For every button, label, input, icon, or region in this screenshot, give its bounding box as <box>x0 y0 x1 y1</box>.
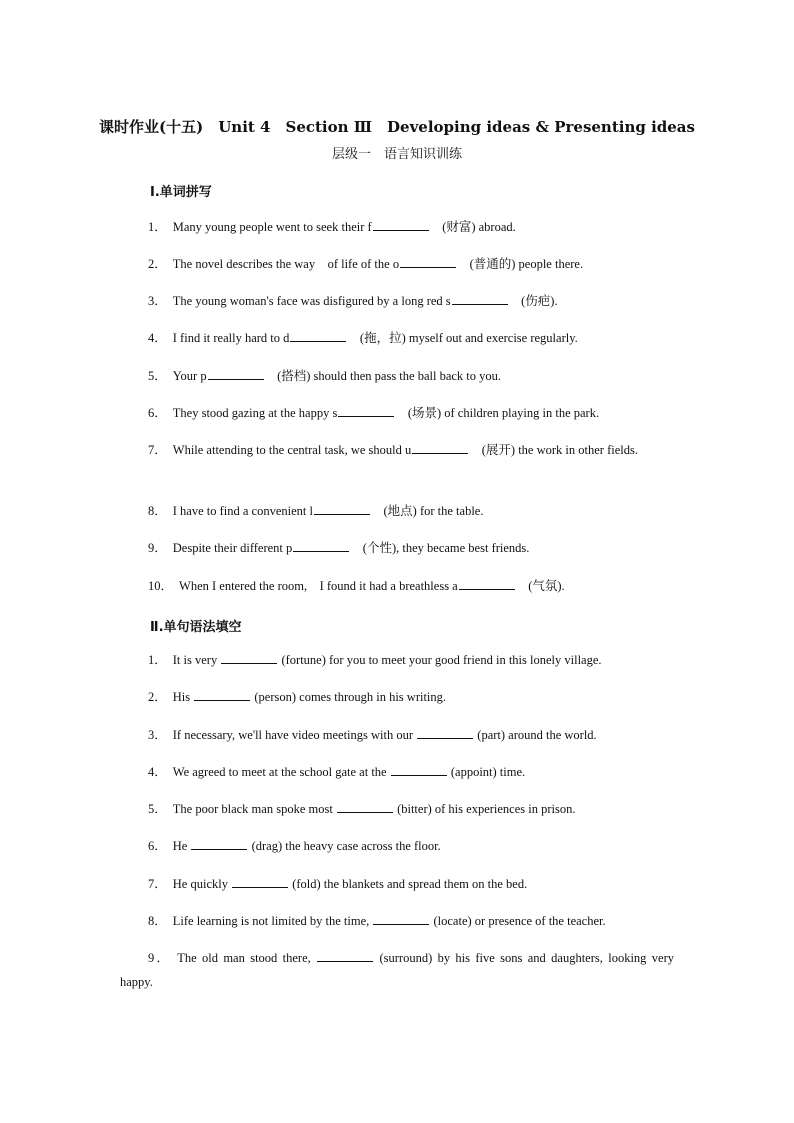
item-number: 5． <box>148 369 167 383</box>
answer-blank[interactable] <box>412 441 468 454</box>
item-number: 2． <box>148 257 167 271</box>
item-text-after: (person) comes through in his writing. <box>251 690 447 704</box>
answer-blank[interactable] <box>417 726 473 739</box>
item-number: 6． <box>148 839 167 853</box>
answer-blank[interactable] <box>373 912 429 925</box>
item-number: 4． <box>148 765 167 779</box>
answer-blank[interactable] <box>452 292 508 305</box>
exercise-item <box>120 252 674 276</box>
item-number: 4． <box>148 331 167 345</box>
item-text-before: Life learning is not limited by the time, <box>172 914 373 928</box>
item-text-after: (展开) the work in other fields. <box>469 443 638 457</box>
answer-blank[interactable] <box>290 329 346 342</box>
item-text-before: The young woman's face was disfigured by a long red s <box>172 294 451 308</box>
page-subtitle: 层级一 语言知识训练 <box>331 147 462 162</box>
answer-blank[interactable] <box>373 218 429 231</box>
exercise-item <box>120 401 674 425</box>
item-text-before: We agreed to meet at the school gate at the <box>172 765 390 779</box>
exercise-item <box>120 946 674 994</box>
answer-blank[interactable] <box>314 502 370 515</box>
answer-blank[interactable] <box>317 949 373 962</box>
exercise-item <box>120 797 674 821</box>
exercise-item <box>120 289 674 313</box>
exercise-item <box>120 364 674 388</box>
item-text-before: If necessary, we'll have video meetings with our <box>172 728 417 742</box>
item-text-before: The old man stood there, <box>177 951 317 965</box>
section-heading: Ⅰ.单词拼写 <box>150 185 212 200</box>
exercise-item <box>120 648 674 672</box>
item-text-after: (bitter) of his experiences in prison. <box>393 802 576 816</box>
exercise-item <box>120 872 674 896</box>
item-text-before: They stood gazing at the happy s <box>172 406 338 420</box>
item-text-before: I have to find a convenient l <box>172 504 313 518</box>
exercise-item <box>120 909 674 933</box>
section-heading: Ⅱ.单句语法填空 <box>150 620 242 635</box>
answer-blank[interactable] <box>337 800 393 813</box>
item-text-before: The poor black man spoke most <box>172 802 336 816</box>
exercise-item <box>120 438 674 462</box>
exercise-item <box>120 215 674 239</box>
item-text-after: (fortune) for you to meet your good friend in this lonely village. <box>278 653 602 667</box>
item-number: 9． <box>148 951 172 965</box>
item-text-after: (appoint) time. <box>447 765 526 779</box>
answer-blank[interactable] <box>338 404 394 417</box>
page-title: 课时作业(十五) Unit 4 Section Ⅲ Developing ideas & Presenting ideas <box>99 118 695 136</box>
item-text-after: (part) around the world. <box>474 728 597 742</box>
item-text-before: When I entered the room, I found it had a breathless a <box>179 579 458 593</box>
exercise-item <box>120 723 674 747</box>
item-text-after: (拖，拉) myself out and exercise regularly. <box>347 331 578 345</box>
item-number: 1． <box>148 220 167 234</box>
item-text-after: (伤疤). <box>508 294 558 308</box>
answer-blank[interactable] <box>208 367 264 380</box>
item-text-before: It is very <box>172 653 221 667</box>
answer-blank[interactable] <box>232 875 288 888</box>
item-text-before: Many young people went to seek their f <box>172 220 372 234</box>
exercise-item <box>120 326 674 350</box>
item-text-before: He <box>172 839 191 853</box>
answer-blank[interactable] <box>400 255 456 268</box>
item-text-after: (地点) for the table. <box>371 504 484 518</box>
item-text-after: (surround) by his five sons and daughters, looking very happy. <box>120 951 674 989</box>
item-text-before: His <box>172 690 194 704</box>
exercise-item <box>120 536 674 560</box>
item-text-after: (普通的) people there. <box>457 257 584 271</box>
item-text-before: I find it really hard to d <box>172 331 290 345</box>
item-text-after: (气氛). <box>515 579 565 593</box>
item-number: 3． <box>148 728 167 742</box>
item-text-after: (搭档) should then pass the ball back to you. <box>264 369 502 383</box>
answer-blank[interactable] <box>293 539 349 552</box>
answer-blank[interactable] <box>459 577 515 590</box>
exercise-item <box>120 834 674 858</box>
item-text-after: (locate) or presence of the teacher. <box>430 914 606 928</box>
item-number: 8． <box>148 914 167 928</box>
item-text-after: (drag) the heavy case across the floor. <box>248 839 441 853</box>
item-text-after: (fold) the blankets and spread them on the bed. <box>289 877 528 891</box>
item-text-after: (财富) abroad. <box>429 220 516 234</box>
item-number: 7． <box>148 877 167 891</box>
item-number: 1． <box>148 653 167 667</box>
item-text-before: Your p <box>172 369 207 383</box>
item-text-before: While attending to the central task, we should u <box>172 443 412 457</box>
answer-blank[interactable] <box>391 763 447 776</box>
exercise-item <box>120 499 674 523</box>
item-number: 6． <box>148 406 167 420</box>
item-text-before: The novel describes the way of life of the o <box>172 257 400 271</box>
item-number: 8． <box>148 504 167 518</box>
item-number: 9． <box>148 541 167 555</box>
answer-blank[interactable] <box>191 837 247 850</box>
item-number: 3． <box>148 294 167 308</box>
item-text-before: Despite their different p <box>172 541 293 555</box>
item-text-after: (个性), they became best friends. <box>350 541 530 555</box>
item-text-after: (场景) of children playing in the park. <box>395 406 600 420</box>
exercise-item <box>120 574 674 598</box>
item-number: 10． <box>148 579 174 593</box>
item-text-before: He quickly <box>172 877 232 891</box>
item-number: 2． <box>148 690 167 704</box>
exercise-item <box>120 760 674 784</box>
item-number: 7． <box>148 443 167 457</box>
answer-blank[interactable] <box>221 651 277 664</box>
exercise-item <box>120 685 674 709</box>
item-number: 5． <box>148 802 167 816</box>
answer-blank[interactable] <box>194 688 250 701</box>
